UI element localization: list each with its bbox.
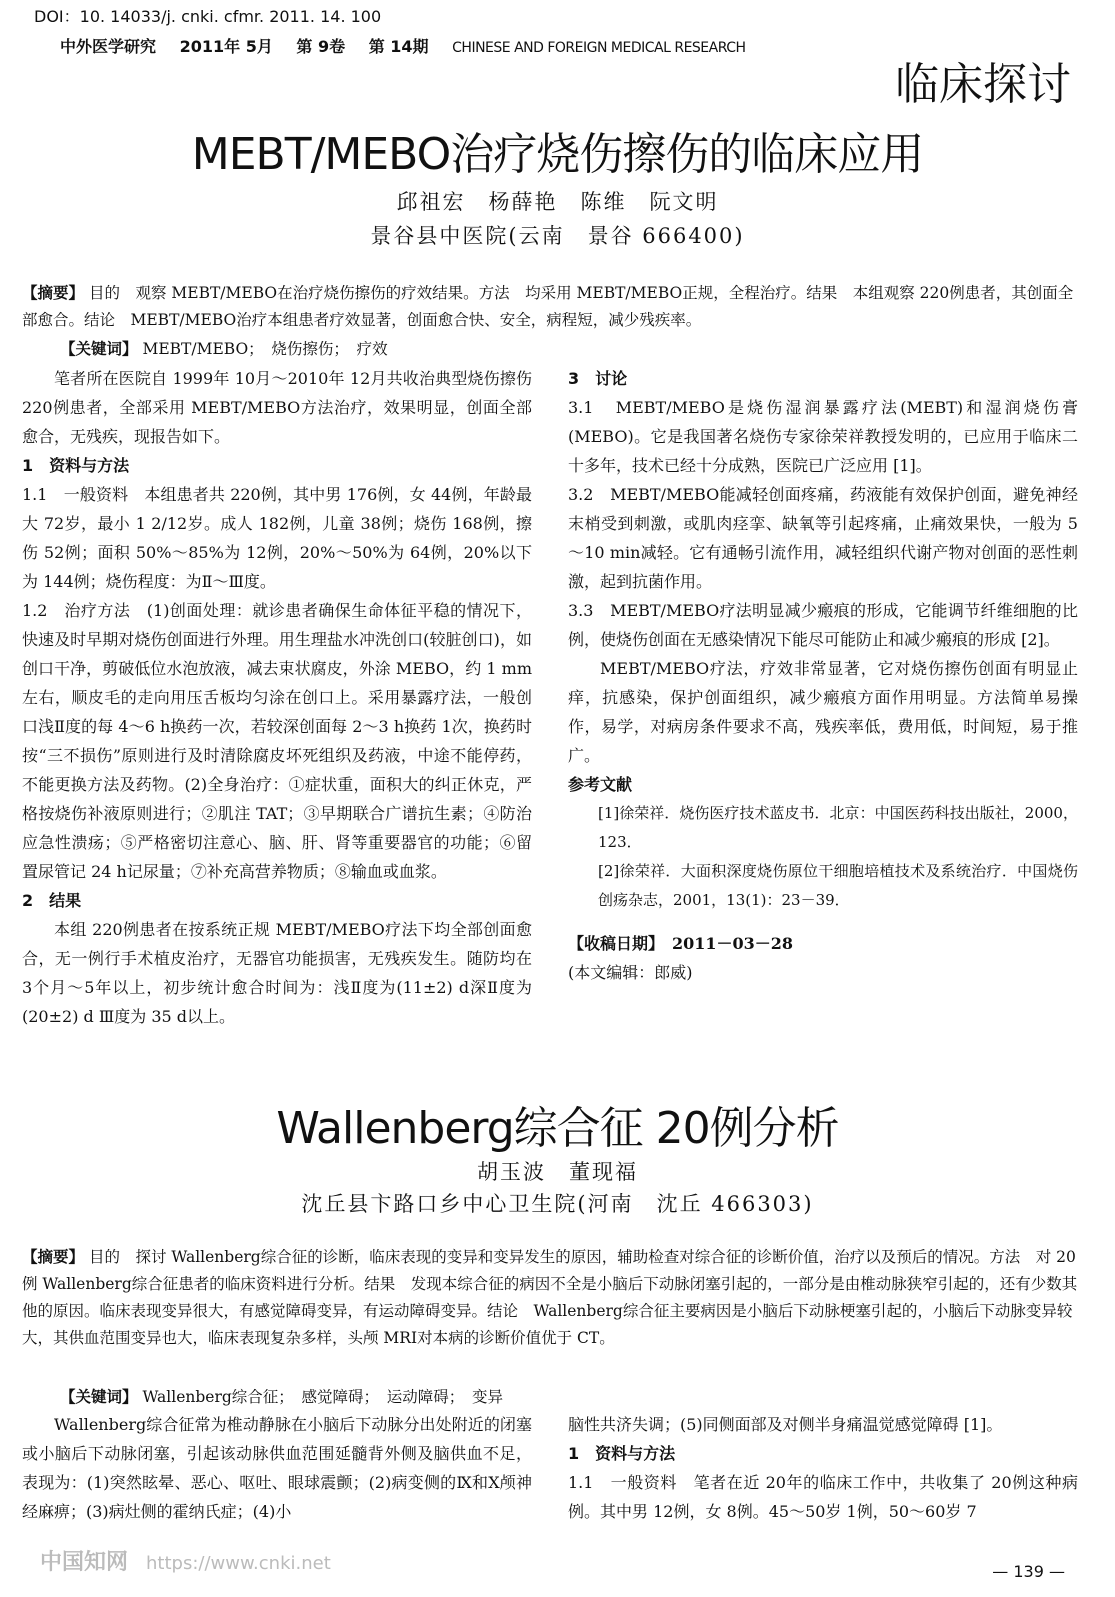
article1-keywords [60,336,960,363]
article2-title: Wallenberg综合征 20例分析 [276,1103,839,1154]
keywords-label: 【关键词】 [60,340,138,358]
keywords-text: MEBT/MEBO； 烧伤擦伤； 疗效 [142,340,388,358]
article1-title: MEBT/MEBO治疗烧伤擦伤的临床应用 [191,129,924,180]
journal-volume: 第 9卷 [296,37,346,56]
article2-left-column [22,1410,532,1526]
heading-results: 2 结果 [22,891,82,910]
reference-2: [2]徐荣祥．大面积深度烧伤原位干细胞培植技术及系统治疗．中国烧伤创疡杂志，2001，13(1)：23－39． [598,862,1078,909]
journal-name-en: CHINESE AND FOREIGN MEDICAL RESEARCH [452,40,746,56]
heading-methods: 1 资料与方法 [22,456,130,475]
article2-heading-methods: 1 资料与方法 [568,1444,676,1463]
watermark-url: https://www.cnki.net [146,1553,331,1574]
article1-abstract [22,280,1082,334]
paragraph-1-2: 1.2 治疗方法 (1)创面处理：就诊患者确保生命体征平稳的情况下，快速及时早期对烧伤创面进行外理。用生理盐水冲洗创口(较脏创口)，如创口干净，剪破低位水泡放液，减去束状腐皮，外涂 MEBO，约 1 mm左右，顺皮毛的走向用压舌板均匀涂在创口上。采用暴露疗法，一般创口浅Ⅱ度的每 4～6 h换药一次，若较深创面每 2～3 h换药 1次，换药时按“三不损伤”原则进行及时清除腐皮坏死组织及药液，中途不能停药，不能更换方法及药物。(2)全身治疗：①症状重，面积大的纠正休克，严格按烧伤补液原则进行；②肌注 TAT；③早期联合广谱抗生素；④防治应急性溃疡；⑤严格密切注意心、脑、肝、肾等重要器官的功能；⑥留置尿管记 24 h记尿量；⑦补充高营养物质；⑧输血或血浆。 [22,601,532,881]
article2-paragraph-1-1: 1.1 一般资料 笔者在近 20年的临床工作中，共收集了 20例这种病例。其中男 12例，女 8例。45～50岁 1例，50～60岁 7 [568,1473,1078,1521]
paragraph-3-2: 3.2 MEBT/MEBO能减轻创面疼痛，药液能有效保护创面，避免神经末梢受到刺激，或肌肉痉挛、缺氧等引起疼痛，止痛效果快，一般为 5～10 min减轻。它有通畅引流作用，减轻组织代谢产物对创面的恶性刺激，起到抗菌作用。 [568,485,1078,591]
keywords-text: Wallenberg综合征； 感觉障碍； 运动障碍； 变异 [142,1388,504,1406]
abstract-label: 【摘要】 [22,1248,85,1266]
intro-paragraph: 笔者所在医院自 1999年 10月～2010年 12月共收治典型烧伤擦伤 220例患者，全部采用 MEBT/MEBO方法治疗，效果明显，创面全部愈合，无残疾，现报告如下。 [22,369,532,446]
journal-issue: 第 14期 [368,37,429,56]
paragraph-3-3: 3.3 MEBT/MEBO疗法明显减少瘢痕的形成，它能调节纤维细胞的比例，使烧伤创面在无感染情况下能尽可能防止和减少瘢痕的形成 [2]。 [568,601,1078,649]
heading-references: 参考文献 [568,775,633,794]
editor-note: (本文编辑：郎威) [568,963,693,982]
article2-right-column [568,1410,1078,1526]
paragraph-3-4: MEBT/MEBO疗法，疗效非常显著，它对烧伤擦伤创面有明显止痒，抗感染，保护创面组织，减少瘢痕方面作用明显。方法简单易操作，易学，对病房条件要求不高，残疾率低，费用低，时间短，易于推广。 [568,659,1078,765]
keywords-label: 【关键词】 [60,1388,138,1406]
paragraph-3-1: 3.1 MEBT/MEBO是烧伤湿润暴露疗法(MEBT)和湿润烧伤膏(MEBO)。它是我国著名烧伤专家徐荣祥教授发明的，已应用于临床二十多年，技术已经十分成熟，医院已广泛应用 [1]。 [568,398,1078,475]
article2-intro-cont: 脑性共济失调；(5)同侧面部及对侧半身痛温觉感觉障碍 [1]。 [568,1415,1003,1434]
heading-discussion: 3 讨论 [568,369,628,388]
abstract-text: 目的 探讨 Wallenberg综合征的诊断，临床表现的变异和变异发生的原因，辅助检查对综合征的诊断价值，治疗以及预后的情况。方法 对 20例 Wallenberg综合征患者的临床资料进行分析。结果 发现本综合征的病因不全是小脑后下动脉闭塞引起的，一部分是由椎动脉狭窄引起的，还有少数其他的原因。临床表现变异很大，有感觉障碍变异，有运动障碍变异。结论 Wallenberg综合征主要病因是小脑后下动脉梗塞引起的，小脑后下动脉变异较大，其供血范围变异也大，临床表现复杂多样，头颅 MRI对本病的诊断价值优于 CT。 [22,1248,1078,1347]
article1-left-column [22,364,532,1031]
article1-affiliation: 景谷县中医院(云南 景谷 666400) [370,224,745,248]
article2-keywords [60,1384,960,1411]
page-number: — 139 — [992,1562,1065,1581]
article2-abstract [22,1244,1082,1352]
reference-1: [1]徐荣祥．烧伤医疗技术蓝皮书．北京：中国医药科技出版社，2000，123． [598,804,1078,851]
article1-right-column [568,364,1078,987]
article1-authors: 邱祖宏 杨薛艳 陈维 阮文明 [396,190,719,214]
article2-intro: Wallenberg综合征常为椎动静脉在小脑后下动脉分出处附近的闭塞或小脑后下动脉闭塞，引起该动脉供血范围延髓背外侧及脑供血不足，表现为：(1)突然眩晕、恶心、呕吐、眼球震颤；(2)病变侧的Ⅸ和Ⅹ颅神经麻痹；(3)病灶侧的霍纳氏症；(4)小 [22,1415,532,1521]
received-date: 【收稿日期】 2011－03－28 [568,934,794,953]
article2-authors: 胡玉波 董现福 [477,1160,638,1184]
article2-affiliation: 沈丘县卞路口乡中心卫生院(河南 沈丘 466303) [301,1192,814,1216]
doi-line: DOI：10. 14033/j. cnki. cfmr. 2011. 14. 100 [34,7,382,26]
paragraph-results: 本组 220例患者在按系统正规 MEBT/MEBO疗法下均全部创面愈合，无一例行手术植皮治疗，无器官功能损害，无残疾发生。随防均在 3个月～5年以上，初步统计愈合时间为：浅Ⅱ度为(11±2) d深Ⅱ度为(20±2) d Ⅲ度为 35 d以上。 [22,920,532,1026]
abstract-text: 目的 观察 MEBT/MEBO在治疗烧伤擦伤的疗效结果。方法 均采用 MEBT/MEBO正规，全程治疗。结果 本组观察 220例患者，其创面全部愈合。结论 MEBT/MEBO治疗本组患者疗效显著，创面愈合快、安全，病程短，减少残疾率。 [22,284,1074,329]
journal-date: 2011年 5月 [179,37,273,56]
watermark [40,1545,331,1576]
section-tag: 临床探讨 [895,59,1071,110]
watermark-logo: 中国知网 [40,1550,129,1575]
paragraph-1-1: 1.1 一般资料 本组患者共 220例，其中男 176例，女 44例，年龄最大 72岁，最小 1 2/12岁。成人 182例，儿童 38例；烧伤 168例，擦伤 52例；面积 50%～85%为 12例，20%～50%为 64例，20%以下为 144例；烧伤程度：为Ⅱ～Ⅲ度。 [22,485,532,591]
abstract-label: 【摘要】 [22,284,85,302]
journal-name-cn: 中外医学研究 [60,37,157,56]
journal-header [60,34,764,57]
